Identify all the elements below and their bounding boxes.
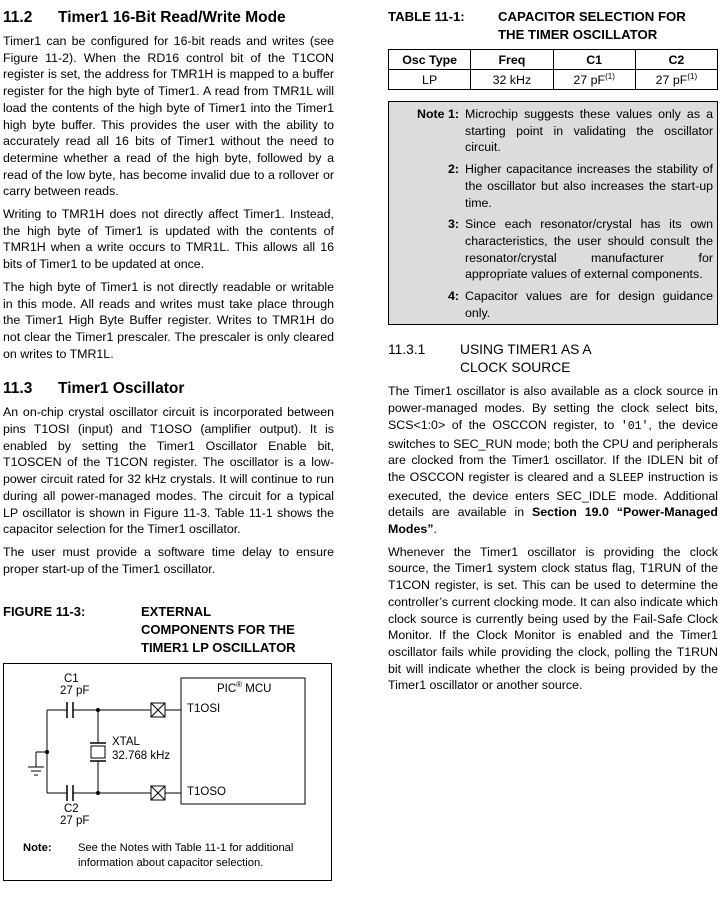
- note-text: See the Notes with Table 11-1 for additional information about capacitor selection.: [78, 842, 294, 869]
- subsection-number: 11.3.1: [388, 342, 426, 358]
- section-title: Timer1 16-Bit Read/Write Mode: [58, 9, 286, 26]
- note-text: Higher capacitance increases the stability of the oscillator but also increases the start-up time.: [465, 162, 713, 210]
- text-run: The Timer1 oscillator is also available as a clock source in power-managed modes. By setting the clock select bits, SCS<1:0> of the OSCCON register, to: [388, 384, 718, 432]
- note-key: 2:: [447, 162, 459, 177]
- paragraph: An on-chip crystal oscillator circuit is incorporated between pins T1OSI (input) and T1OSO (amplifier output). It is enabled by setting the Timer1 Oscillator Enable bit, T1OSCEN of the T1CON register. The oscillator is a low-power circuit rated for 32 kHz crystals. It will continue to run during all power-managed modes. The circuit for a typical LP oscillator is shown in Figure 11-3. Table 11-1 shows the capacitor selection for the Timer1 oscillator.: [3, 405, 334, 537]
- xtal-frequency: 32.768 kHz: [112, 750, 171, 763]
- mcu-label: [217, 680, 271, 695]
- capacitor-table: [388, 49, 718, 90]
- left-column: [3, 0, 334, 881]
- paragraph: The high byte of Timer1 is not directly readable or writable in this mode. All reads and writes must take place through the Timer1 High Byte Buffer register. Writes to TMR1H do not clear the Timer1 prescaler. The prescaler is only cleared on writes to TMR1L.: [3, 279, 334, 361]
- paragraph: Whenever the Timer1 oscillator is providing the clock source, the Timer1 system clock status flag, T1RUN of the T1CON register, is set. This can be used to determine the controller’s current clocking mode. It can also indicate which clock source is currently being used by the Fail-Safe Clock Monitor. If the Clock Monitor is enabled and the Timer1 oscillator fails while providing the clock, polling the T1RUN bit will indicate whether the clock is being provided by the Timer1 oscillator or another source.: [388, 544, 718, 693]
- note-text: Microchip suggests these values only as a starting point in validating the oscillator circuit.: [465, 107, 713, 155]
- paragraph: [388, 383, 718, 537]
- section-number: 11.2: [3, 9, 33, 26]
- right-column: [388, 0, 718, 700]
- note-item: [393, 106, 713, 156]
- section-heading-11-3: [3, 380, 334, 398]
- table-title-line: CAPACITOR SELECTION FOR: [498, 9, 686, 24]
- oscillator-schematic: [3, 663, 332, 881]
- text-run: , the device switches to SEC_RUN mode; both the CPU and peripherals are clocked from the Timer1 oscillator. If the IDLEN bit of the OSCCON register is cleared and a: [388, 417, 718, 484]
- mcu-prefix: PIC: [217, 683, 237, 696]
- figure-note: [23, 841, 323, 870]
- section-number: 11.3: [3, 380, 33, 398]
- footnote-ref: (1): [687, 71, 698, 81]
- c1-value: 27 pF: [60, 685, 90, 698]
- table-cell: LP: [389, 70, 471, 90]
- table-cell: [635, 70, 717, 90]
- paragraph: Writing to TMR1H does not directly affect Timer1. Instead, the high byte of Timer1 is updated with the contents of TMR1H when a write occurs to TMR1L. This allows all 16 bits of Timer1 to be updated at once.: [3, 207, 334, 272]
- table-cell: [553, 70, 635, 90]
- table-notes: [388, 101, 718, 325]
- table-header-row: [389, 50, 718, 70]
- figure-label: FIGURE 11-3:: [3, 604, 86, 620]
- table-row: [389, 70, 718, 90]
- footnote-ref: (1): [605, 71, 615, 81]
- section-heading-11-2: [3, 9, 334, 27]
- note-text: Capacitor values are for design guidance only.: [465, 289, 713, 320]
- note-key: Note 1:: [417, 107, 459, 121]
- figure-title-line: COMPONENTS FOR THE: [141, 622, 295, 638]
- code-instruction: SLEEP: [609, 471, 644, 485]
- subsection-title-line: USING TIMER1 AS A: [460, 342, 592, 358]
- c1-name: C1: [64, 673, 79, 686]
- table-label: TABLE 11-1:: [388, 9, 465, 24]
- subsection-heading-11-3-1: [388, 341, 718, 377]
- figure-title-line: TIMER1 LP OSCILLATOR: [141, 640, 296, 656]
- column-header: C2: [635, 50, 717, 70]
- cell-value: 27 pF: [573, 73, 606, 88]
- note-text: Since each resonator/crystal has its own characteristics, the user should consult the resonator/crystal manufacturer for appropriate values of external components.: [465, 217, 713, 282]
- table-cell: 32 kHz: [471, 70, 553, 90]
- column-header: Freq: [471, 50, 553, 70]
- figure-title-line: EXTERNAL: [141, 604, 212, 620]
- note-label: Note:: [23, 842, 52, 855]
- text-run: .: [433, 522, 437, 537]
- section-reference: Section 19.0 “Power-Managed Modes”: [388, 505, 718, 537]
- note-item: [393, 161, 713, 211]
- column-header: C1: [553, 50, 635, 70]
- code-value: '01': [620, 419, 649, 433]
- text-run: instruction is executed, the device enters SEC_IDLE mode. Additional details are available in: [388, 469, 718, 520]
- paragraph: Timer1 can be configured for 16-bit reads and writes (see Figure 11-2). When the RD16 control bit of the T1CON register is set, the address for TMR1H is mapped to a buffer register for the high byte of Timer1. A read from TMR1L will load the contents of the high byte of Timer1 into the Timer1 high byte buffer. This provides the user with the ability to accurately read all 16 bits of Timer1 without the need to determine whether a read of the high byte, followed by a read of the low byte, has become invalid due to a rollover or carry between reads.: [3, 34, 334, 199]
- paragraph: The user must provide a software time delay to ensure proper start-up of the Timer1 oscillator.: [3, 544, 334, 576]
- cell-value: 27 pF: [655, 73, 688, 88]
- registered-mark: ®: [236, 680, 243, 690]
- xtal-name: XTAL: [112, 736, 140, 749]
- note-item: [393, 216, 713, 283]
- section-title: Timer1 Oscillator: [58, 380, 185, 398]
- c2-name: C2: [64, 803, 79, 816]
- table-title: [388, 8, 718, 44]
- pin-t1osi: T1OSI: [187, 703, 221, 716]
- pin-t1oso: T1OSO: [187, 786, 226, 799]
- note-key: 4:: [447, 289, 459, 304]
- table-title-line: THE TIMER OSCILLATOR: [498, 27, 658, 42]
- subsection-title-line: CLOCK SOURCE: [460, 360, 571, 376]
- figure-title: [3, 603, 334, 657]
- column-header: Osc Type: [389, 50, 471, 70]
- note-key: 3:: [447, 217, 459, 232]
- c2-value: 27 pF: [60, 815, 90, 828]
- mcu-suffix: MCU: [242, 683, 272, 696]
- note-item: [393, 288, 713, 321]
